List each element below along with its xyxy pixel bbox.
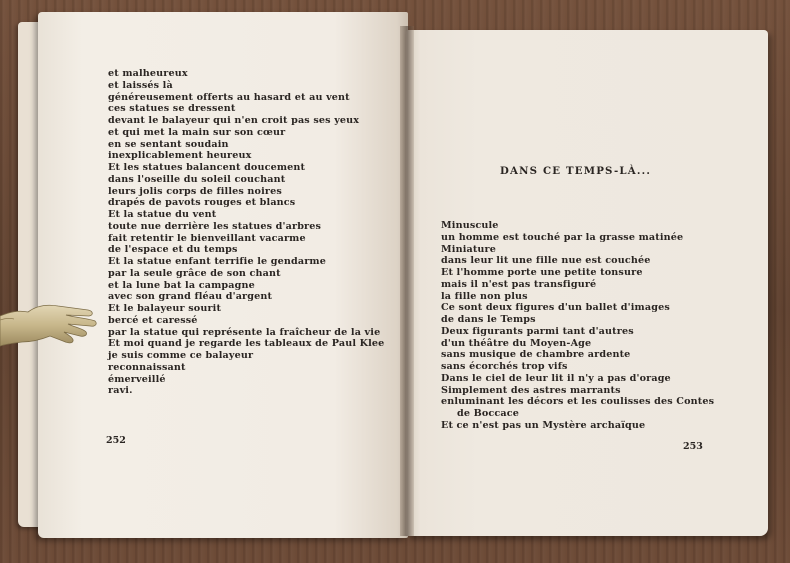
poem-line: Et ce n'est pas un Mystère archaïque xyxy=(441,419,646,431)
poem-line: Deux figurants parmi tant d'autres xyxy=(441,325,634,337)
poem-line: dans l'oseille du soleil couchant xyxy=(108,173,286,185)
poem-line: et laissés là xyxy=(108,79,173,91)
poem-line: ravi. xyxy=(108,385,133,397)
left-page-poem xyxy=(108,68,384,397)
poem-line: et la lune bat la campagne xyxy=(108,279,255,291)
poem-line: je suis comme ce balayeur xyxy=(108,350,254,361)
right-page-poem xyxy=(441,220,714,432)
poem-line: de l'espace et du temps xyxy=(108,244,238,256)
poem-line: mais il n'est pas transfiguré xyxy=(441,278,597,290)
poem-line: Et la statue du vent xyxy=(108,209,217,220)
poem-line: Simplement des astres marrants xyxy=(441,384,621,396)
poem-line: Dans le ciel de leur lit il n'y a pas d'orage xyxy=(441,372,671,384)
poem-line: Miniature xyxy=(441,243,497,255)
poem-line: leurs jolis corps de filles noires xyxy=(108,185,282,197)
hand-bookmark-icon xyxy=(0,300,100,352)
poem-line: Et l'homme porte une petite tonsure xyxy=(441,267,643,278)
poem-line: sans écorchés trop vifs xyxy=(441,361,568,372)
poem-line: Et la statue enfant terrifie le gendarme xyxy=(108,256,326,267)
left-page-number: 252 xyxy=(106,435,126,446)
poem-line: en se sentant soudain xyxy=(108,138,229,150)
poem-line: drapés de pavots rouges et blancs xyxy=(108,197,296,209)
poem-line: la fille non plus xyxy=(441,290,528,302)
poem-line: dans leur lit une fille nue est couchée xyxy=(441,255,651,267)
poem-line: inexplicablement heureux xyxy=(108,150,252,162)
poem-line: et malheureux xyxy=(108,68,188,79)
poem-line: de dans le Temps xyxy=(441,314,536,325)
poem-line: d'un théâtre du Moyen-Age xyxy=(441,337,592,349)
poem-title: DANS CE TEMPS-LÀ... xyxy=(500,165,652,177)
poem-line: par la statue qui représente la fraîcheur de la vie xyxy=(108,326,381,338)
right-page-number: 253 xyxy=(683,441,703,452)
poem-line: et qui met la main sur son cœur xyxy=(108,126,286,138)
poem-line: Et les statues balancent doucement xyxy=(108,162,306,173)
poem-line: par la seule grâce de son chant xyxy=(108,267,281,279)
poem-line: généreusement offerts au hasard et au vent xyxy=(108,91,350,103)
poem-line: toute nue derrière les statues d'arbres xyxy=(108,220,322,232)
poem-line: de Boccace xyxy=(457,408,520,419)
poem-line: Et le balayeur sourit xyxy=(108,303,222,314)
poem-line: un homme est touché par la grasse matinée xyxy=(441,231,684,243)
poem-line: ces statues se dressent xyxy=(108,103,236,115)
poem-line: devant le balayeur qui n'en croit pas ses yeux xyxy=(108,115,360,126)
poem-line: Et moi quand je regarde les tableaux de Paul Klee xyxy=(108,338,385,350)
book-gutter xyxy=(400,26,414,536)
poem-line: avec son grand fléau d'argent xyxy=(108,291,273,303)
poem-line: Minuscule xyxy=(441,220,499,231)
poem-line: reconnaissant xyxy=(108,361,186,373)
poem-line: émerveillé xyxy=(108,373,166,385)
poem-line: fait retentir le bienveillant vacarme xyxy=(108,232,306,244)
poem-line: Ce sont deux figures d'un ballet d'images xyxy=(441,302,670,314)
poem-line: bercé et caressé xyxy=(108,314,198,326)
poem-line: sans musique de chambre ardente xyxy=(441,349,631,361)
poem-line: enluminant les décors et les coulisses des Contes xyxy=(441,396,715,408)
